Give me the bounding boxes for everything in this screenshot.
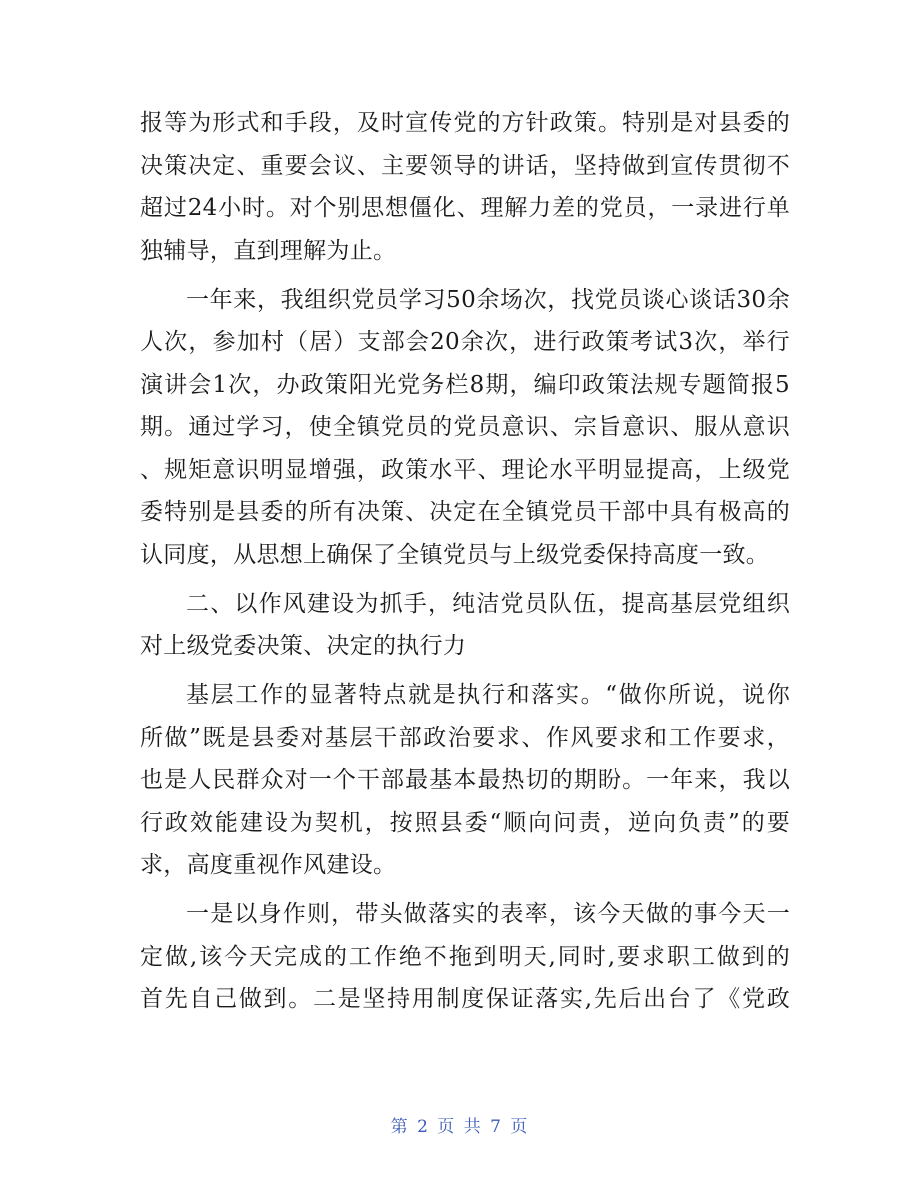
text-line: 期。通过学习，使全镇党员的党员意识、宗旨意识、服从意识 (140, 414, 790, 440)
paragraph (140, 279, 790, 577)
paragraph (140, 102, 790, 272)
text-line: 对上级党委决策、决定的执行力 (140, 633, 467, 659)
text-line: 一是以身作则，带头做落实的表率，该今天做的事今天一 (186, 901, 790, 927)
paragraph (140, 674, 790, 887)
text-line: 基层工作的显著特点就是执行和落实。“做你所说，说你 (186, 682, 790, 708)
text-line: 超过24小时。对个别思想僵化、理解力差的党员，一录进行单 (140, 195, 790, 221)
text-line: 首先自己做到。二是坚持用制度保证落实,先后出台了《党政 (140, 986, 790, 1012)
text-line: 一年来，我组织党员学习50余场次，找党员谈心谈话30余 (186, 286, 790, 313)
text-line: 报等为形式和手段，及时宣传党的方针政策。特别是对县委的 (140, 110, 790, 136)
text-line: 演讲会1次，办政策阳光党务栏8期，编印政策法规专题简报5 (140, 371, 790, 398)
text-line: 独辅导，直到理解为止。 (140, 237, 397, 264)
text-line: 所做”既是县委对基层干部政治要求、作风要求和工作要求， (140, 724, 790, 751)
document-body (140, 102, 790, 1021)
page-number: 第 2 页 共 7 页 (390, 1117, 530, 1137)
text-line: 委特别是县委的所有决策、决定在全镇党员干部中具有极高的 (140, 499, 790, 525)
text-line: 认同度，从思想上确保了全镇党员与上级党委保持高度一致。 (140, 541, 770, 568)
text-line: 定做,该今天完成的工作绝不拖到明天,同时,要求职工做到的 (140, 943, 790, 970)
text-line: 二、以作风建设为抓手，纯洁党员队伍，提高基层党组织 (186, 590, 790, 617)
text-line: 、规矩意识明显增强，政策水平、理论水平明显提高，上级党 (140, 456, 790, 483)
paragraph (140, 893, 790, 1021)
text-line: 求，高度重视作风建设。 (140, 852, 397, 878)
text-line: 也是人民群众对一个干部最基本最热切的期盼。一年来，我以 (140, 767, 790, 793)
text-line: 决策决定、重要会议、主要领导的讲话，坚持做到宣传贯彻不 (140, 152, 790, 179)
text-line: 人次，参加村（居）支部会20余次，进行政策考试3次，举行 (140, 329, 790, 355)
text-line: 行政效能建设为契机，按照县委“顺向问责，逆向负责”的要 (140, 809, 790, 836)
section-heading (140, 583, 790, 668)
